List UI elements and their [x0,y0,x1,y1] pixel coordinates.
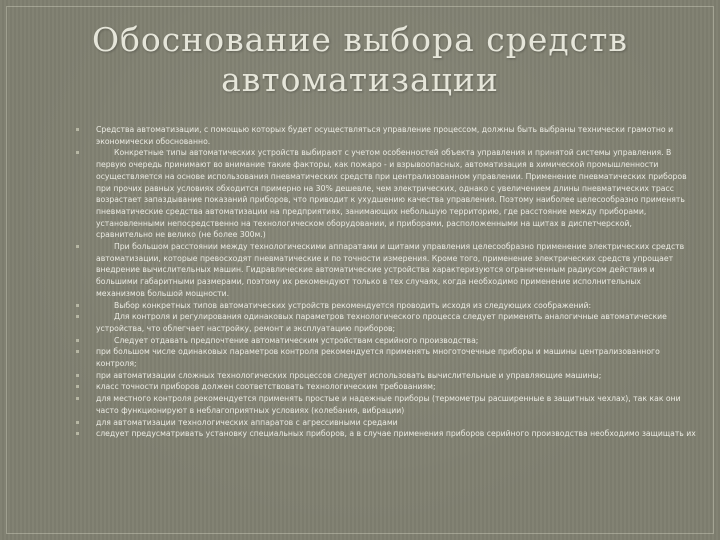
paragraph-text: Конкретные типы автоматических устройств выбирают с учетом особенностей объекта управления и принятой системы управления. В первую очередь принимают во внимание такие факторы, как пожаро - и взрывоопасных, автоматизация в химической промышленности осуществляется на основе использования пневматических средств при централизованном управлении. Применение пневматических приборов при прочих равных условиях обходится примерно на 30% дешевле, чем электрических, однако с увеличением длины пневматических трасс возрастает запаздывание показаний приборов, что приводит к ухудшению качества управления. Поэтому наиболее целесообразно применять пневматические средства автоматизации на предприятиях, занимающих небольшую территорию, где расстояние между приборами, установленными непосредственно на технологическом оборудовании, и приборами, расположенными на щитах в диспетчерской, сравнительно не велико (не более 300м.) [96,148,687,240]
paragraph [0,417,720,429]
bullet-icon [76,397,79,400]
bullet-icon [76,432,79,435]
paragraph [0,124,720,147]
paragraph-text: При большом расстоянии между технологическими аппаратами и щитами управления целесообразно применение электрических средств автоматизации, которые превосходят пневматические и по точности измерения. Кроме того, применение электрических средств упрощает внедрение вычислительных машин. Гидравлические автоматические устройства характеризуются ограниченным радиусом действия и большими габаритными размерами, поэтому их рекомендуют только в тех случаях, когда необходимо применение исполнительных механизмов большой мощности. [96,242,685,298]
paragraph [0,346,720,369]
bullet-icon [76,339,79,342]
paragraph-text: Средства автоматизации, с помощью которых будет осуществляться управление процессом, должны быть выбраны технически грамотно и экономически обоснованно. [96,125,674,146]
bullet-icon [76,315,79,318]
paragraph [0,147,720,241]
paragraph [0,428,720,440]
bullet-icon [76,245,79,248]
paragraph-text: при автоматизации сложных технологических процессов следует использовать вычислительные и управляющие машины; [96,370,602,380]
bullet-icon [76,350,79,353]
paragraph-text: для автоматизации технологических аппаратов с агрессивными средами [96,417,398,427]
slide-body [0,124,720,534]
paragraph [0,393,720,416]
bullet-icon [76,421,79,424]
bullet-icon [76,304,79,307]
bullet-icon [76,374,79,377]
paragraph [0,300,720,312]
paragraph-text: Выбор конкретных типов автоматических устройств рекомендуется проводить исходя из следующих соображений: [114,300,592,310]
slide-title: Обоснование выбора средств автоматизации [91,20,629,99]
paragraph-text: Для контроля и регулирования одинаковых параметров технологического процесса следует применять аналогичные автоматические устройства, что облегчает настройку, ремонт и эксплуатацию приборов; [96,312,667,333]
paragraph-text: класс точности приборов должен соответствовать технологическим требованиям; [96,382,436,392]
paragraph-text: следует предусматривать установку специальных приборов, а в случае применения приборов серийного производства необходимо защищать их [96,429,696,439]
paragraph [0,335,720,347]
paragraph-text: для местного контроля рекомендуется применять простые и надежные приборы (термометры расширенные в защитных чехлах), так как они часто функционируют в неблагоприятных условиях (колебания, вибрации) [96,394,681,415]
paragraph [0,381,720,393]
paragraph-text: Следует отдавать предпочтение автоматическим устройствам серийного производства; [114,335,479,345]
bullet-icon [76,385,79,388]
bullet-icon [76,128,79,131]
paragraph-text: при большом числе одинаковых параметров контроля рекомендуется применять многоточечные приборы и машины централизованного контроля; [96,347,660,369]
bullet-icon [76,151,79,154]
paragraph [0,311,720,334]
paragraph [0,370,720,382]
paragraph [0,241,720,300]
